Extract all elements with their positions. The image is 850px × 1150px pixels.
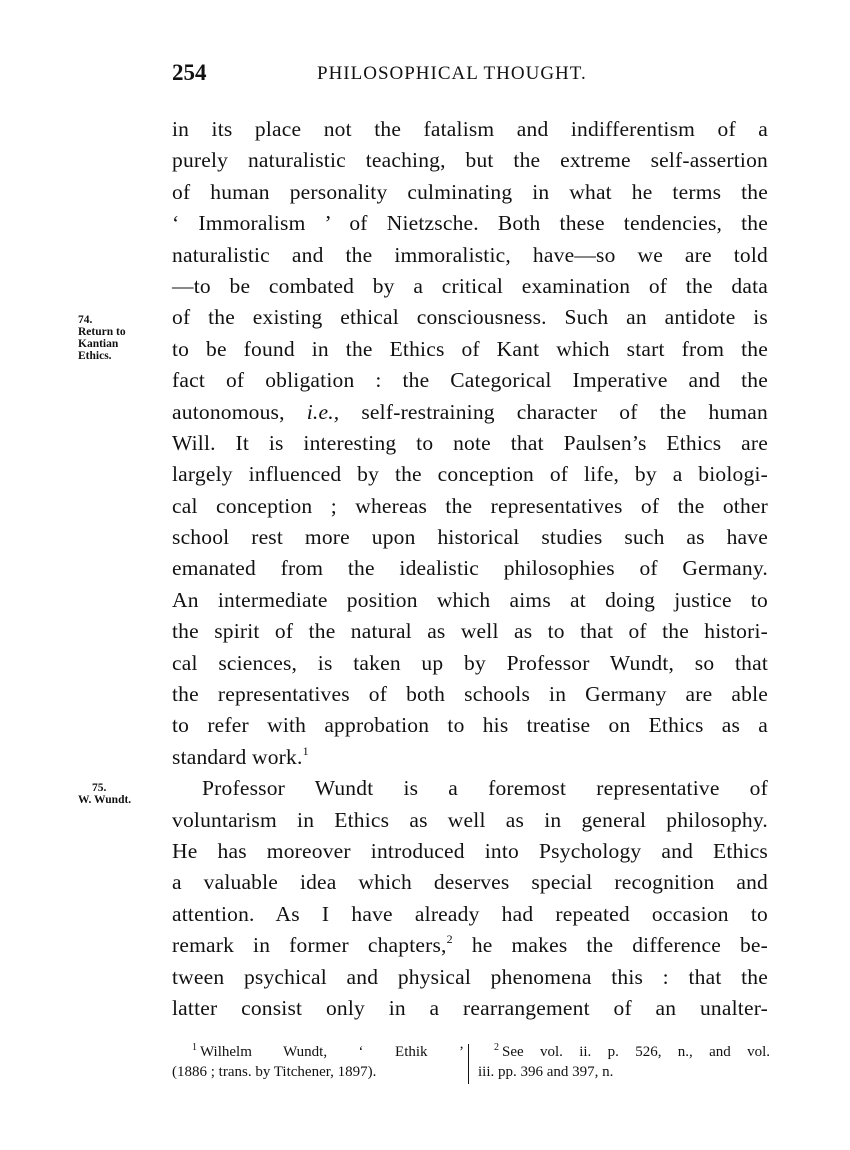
text-line — [172, 930, 768, 961]
text-fragment: he makes the difference be- — [452, 933, 768, 958]
margin-note-line: Return to — [78, 326, 126, 338]
text-line: the spirit of the natural as well as to that of the histori- — [172, 619, 768, 644]
text-line: voluntarism in Ethics as well as in general philosophy. — [172, 807, 768, 832]
text-line: to refer with approbation to his treatise on Ethics as a — [172, 713, 768, 738]
margin-note-line: W. Wundt. — [78, 794, 132, 806]
text-line: naturalistic and the immoralistic, have—so we are told — [172, 242, 768, 267]
footnote-reference: 2 — [446, 932, 453, 947]
margin-note-line: Ethics. — [78, 350, 112, 362]
footnote-marker: 2 — [494, 1042, 499, 1053]
page-number: 254 — [172, 60, 207, 85]
text-line: —to be combated by a critical examination of the data — [172, 273, 768, 298]
text-fragment: self-restraining character of the human — [339, 399, 769, 424]
footnote-reference: 1 — [302, 743, 309, 758]
footnotes — [172, 1042, 772, 1088]
running-title: PHILOSOPHICAL THOUGHT. — [317, 63, 587, 84]
text-line: largely influenced by the conception of life, by a biologi- — [172, 462, 768, 487]
text-fragment: standard work. — [172, 744, 303, 769]
text-line: cal conception ; whereas the representatives of the other — [172, 493, 768, 518]
text-line: in its place not the fatalism and indifferentism of a — [172, 117, 768, 141]
text-line: Professor Wundt is a foremost representative of — [202, 776, 768, 801]
margin-note-line: Kantian — [78, 338, 119, 350]
italic-abbreviation: i.e., — [306, 399, 340, 424]
text-line: Will. It is interesting to note that Paulsen’s Ethics are — [172, 430, 768, 455]
text-line: emanated from the idealistic philosophies of Germany. — [172, 556, 768, 581]
text-line — [172, 742, 768, 773]
footnote-line: (1886 ; trans. by Titchener, 1897). — [172, 1064, 377, 1080]
text-line: An intermediate position which aims at doing justice to — [172, 587, 768, 612]
text-line: purely naturalistic teaching, but the extreme self-assertion — [172, 148, 768, 173]
text-line: fact of obligation : the Categorical Imperative and the — [172, 368, 768, 393]
footnote-line — [478, 1042, 770, 1062]
margin-note-75 — [78, 782, 168, 806]
footnote-line — [172, 1042, 464, 1062]
footnote-1 — [172, 1042, 464, 1082]
text-line: of the existing ethical consciousness. Such an antidote is — [172, 305, 768, 330]
text-line: a valuable idea which deserves special recognition and — [172, 870, 768, 895]
text-line: school rest more upon historical studies such as have — [172, 525, 768, 550]
body-text — [172, 114, 768, 1024]
text-line: ‘ Immoralism ’ of Nietzsche. Both these tendencies, the — [172, 211, 768, 236]
footnote-line: iii. pp. 396 and 397, n. — [478, 1064, 614, 1080]
text-line: tween psychical and physical phenomena this : that the — [172, 964, 768, 989]
text-line: cal sciences, is taken up by Professor Wundt, so that — [172, 650, 768, 675]
margin-note-number: 74. — [78, 314, 93, 326]
text-fragment: remark in former chapters, — [172, 933, 447, 958]
text-line — [172, 397, 768, 428]
margin-note-number: 75. — [92, 782, 107, 794]
text-line: the representatives of both schools in Germany are able — [172, 682, 768, 707]
text-line: latter consist only in a rearrangement of an unalter- — [172, 995, 768, 1020]
footnote-divider — [468, 1044, 469, 1084]
text-line: to be found in the Ethics of Kant which start from the — [172, 336, 768, 361]
footnote-text: See vol. ii. p. 526, n., and vol. — [502, 1044, 770, 1060]
footnote-text: Wilhelm Wundt, ‘ Ethik ’ — [200, 1044, 464, 1060]
margin-note-74 — [78, 314, 168, 362]
footnote-2 — [478, 1042, 770, 1082]
text-line: of human personality culminating in what he terms the — [172, 179, 768, 204]
page-header — [172, 60, 768, 92]
text-fragment: autonomous, — [172, 399, 307, 424]
text-line: He has moreover introduced into Psychology and Ethics — [172, 838, 768, 863]
footnote-marker: 1 — [192, 1042, 197, 1053]
text-line: attention. As I have already had repeated occasion to — [172, 901, 768, 926]
